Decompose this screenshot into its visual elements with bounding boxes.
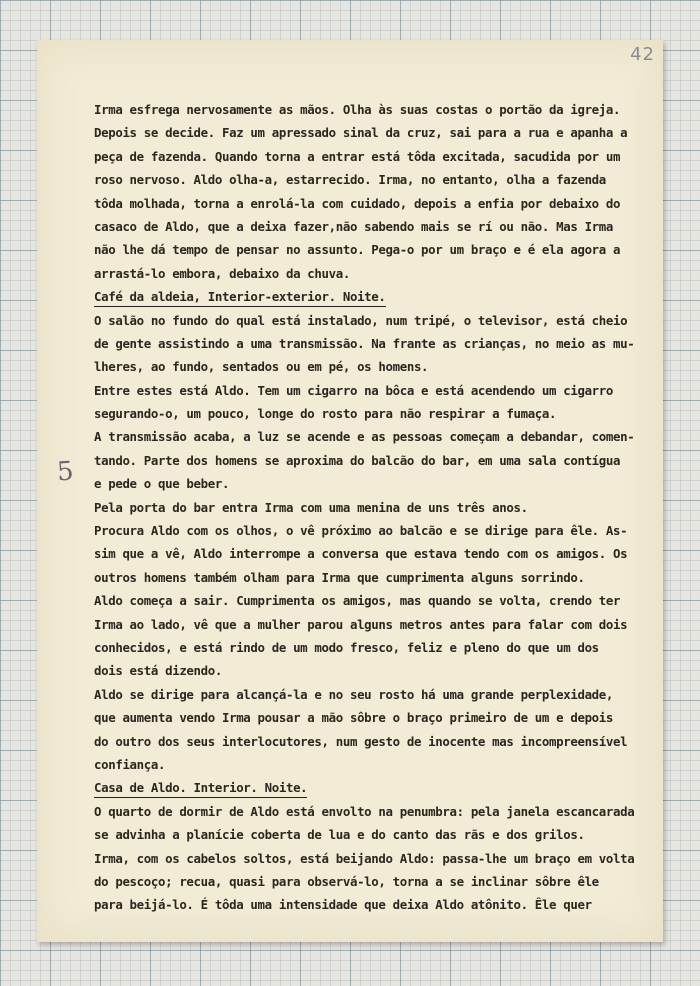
text-line: Irma ao lado, vê que a mulher parou alguns metros antes para falar com dois	[94, 616, 628, 632]
text-line: O salão no fundo do qual está instalado, num tripé, o televisor, está cheio	[94, 312, 628, 328]
text-line: outros homens também olham para Irma que cumprimenta alguns sorrindo.	[94, 569, 585, 585]
text-line: Irma esfrega nervosamente as mãos. Olha às suas costas o portão da igreja.	[94, 102, 621, 117]
text-line: não lhe dá tempo de pensar no assunto. Pega-o por um braço e é ela agora a	[94, 242, 621, 258]
text-line: lheres, ao fundo, sentados ou em pé, os homens.	[94, 359, 429, 375]
text-line: do pescoço; recua, quasi para observá-lo, torna a se inclinar sôbre êle	[94, 873, 599, 889]
text-line: que aumenta vendo Irma pousar a mão sôbre o braço primeiro de um e depois	[94, 710, 614, 726]
scene-heading-line	[94, 285, 654, 308]
text-line: Procura Aldo com os olhos, o vê próximo ao balcão e se dirige para êle. As-	[94, 523, 628, 539]
text-line: tôda molhada, torna a enrolá-la com cuidado, depois a enfia por debaixo do	[94, 195, 621, 211]
text-line: casaco de Aldo, que a deixa fazer,não sabendo mais se rí ou não. Mas Irma	[94, 218, 614, 234]
scene-heading-line	[94, 776, 654, 799]
text-line: Aldo começa a sair. Cumprimenta os amigos, mas quando se volta, crendo ter	[94, 593, 621, 609]
text-line: arrastá-lo embora, debaixo da chuva.	[94, 265, 350, 281]
text-line: segurando-o, um pouco, longe do rosto para não respirar a fumaça.	[94, 406, 557, 422]
margin-annotation: 5	[55, 456, 75, 488]
text-line: Aldo se dirige para alcançá-la e no seu rosto há uma grande perplexidade,	[94, 686, 614, 702]
typewritten-page	[37, 40, 663, 942]
script-text	[94, 98, 654, 917]
page-number: 42	[630, 44, 655, 65]
text-line: confiança.	[94, 756, 166, 772]
scene-heading: Casa de Aldo. Interior. Noite.	[94, 778, 307, 798]
scene-heading: Café da aldeia, Interior-exterior. Noite.	[94, 287, 386, 307]
text-line: roso nervoso. Aldo olha-a, estarrecido. Irma, no entanto, olha a fazenda	[94, 172, 606, 188]
text-line: de gente assistindo a uma transmissão. Na frante as crianças, no meio as mu-	[94, 335, 635, 351]
text-line: O quarto de dormir de Aldo está envolto na penumbra: pela janela escancarada	[94, 803, 635, 819]
text-line: conhecidos, e está rindo de um modo fresco, feliz e pleno do que um dos	[94, 639, 599, 655]
text-line: se advinha a planície coberta de lua e do canto das rãs e dos grilos.	[94, 827, 585, 843]
text-line: e pede o que beber.	[94, 476, 230, 492]
text-line: A transmissão acaba, a luz se acende e as pessoas começam a debandar, comen-	[94, 429, 635, 445]
text-line: Irma, com os cabelos soltos, está beijando Aldo: passa-lhe um braço em volta	[94, 850, 635, 866]
text-line: tando. Parte dos homens se aproxima do balcão do bar, em uma sala contígua	[94, 452, 621, 468]
text-line: sim que a vê, Aldo interrompe a conversa que estava tendo com os amigos. Os	[94, 546, 628, 562]
text-line: Entre estes está Aldo. Tem um cigarro na bôca e está acendendo um cigarro	[94, 382, 614, 398]
text-line: Pela porta do bar entra Irma com uma menina de uns três anos.	[94, 499, 528, 515]
text-line: do outro dos seus interlocutores, num gesto de inocente mas incompreensível	[94, 733, 628, 749]
text-line: peça de fazenda. Quando torna a entrar está tôda excitada, sacudida por um	[94, 148, 621, 164]
text-line: dois está dizendo.	[94, 663, 222, 679]
text-line: para beijá-lo. É tôda uma intensidade que deixa Aldo atônito. Êle quer	[94, 897, 592, 913]
text-line: Depois se decide. Faz um apressado sinal da cruz, sai para a rua e apanha a	[94, 125, 628, 141]
